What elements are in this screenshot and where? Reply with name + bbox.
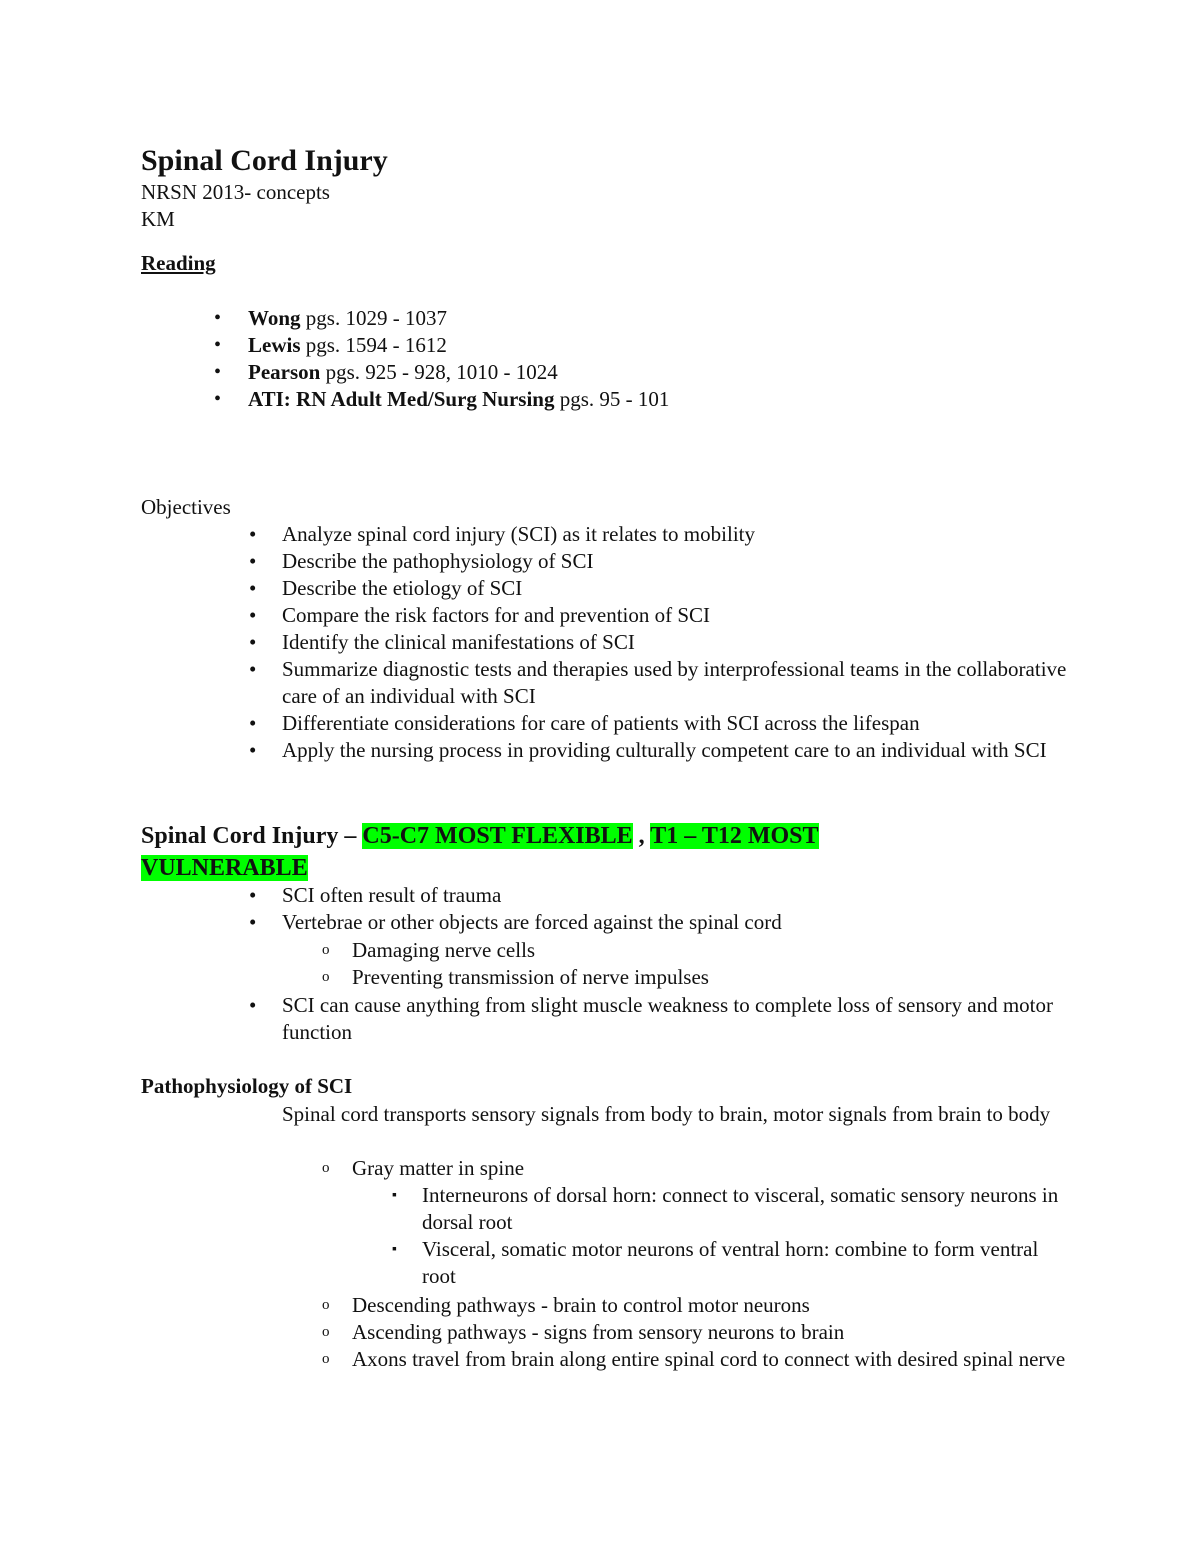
- bullet-marker: •: [214, 361, 222, 383]
- objective-item: • Apply the nursing process in providing culturally competent care to an individual with SCI: [249, 738, 1047, 762]
- course-line: NRSN 2013- concepts: [141, 180, 330, 204]
- objective-item: • Analyze spinal cord injury (SCI) as it relates to mobility: [249, 522, 755, 546]
- reading-item: • Pearson pgs. 925 - 928, 1010 - 1024: [214, 360, 558, 384]
- objective-item: • Identify the clinical manifestations of SCI: [249, 630, 635, 654]
- objective-item: • Differentiate considerations for care of patients with SCI across the lifespan: [249, 711, 920, 735]
- patho-subitem: ▪ Interneurons of dorsal horn: connect to visceral, somatic sensory neurons in dorsal root: [392, 1183, 1059, 1234]
- reading-item: • Wong pgs. 1029 - 1037: [214, 306, 447, 330]
- bullet-marker: •: [214, 388, 222, 410]
- sci-item: • SCI often result of trauma: [249, 883, 502, 907]
- sci-list: [249, 882, 1072, 936]
- highlight-vulnerable: T1 – T12 MOST: [650, 823, 819, 849]
- patho-intro: Spinal cord transports sensory signals from body to brain, motor signals from brain to body: [282, 1102, 1051, 1126]
- document-title: Spinal Cord Injury: [141, 144, 388, 177]
- patho-heading: Pathophysiology of SCI: [141, 1074, 353, 1098]
- patho-item: o Descending pathways - brain to control motor neurons: [322, 1293, 810, 1317]
- sci-list-cont: [249, 992, 1072, 1046]
- objectives-list: [249, 521, 1072, 764]
- objective-item: • Describe the etiology of SCI: [249, 576, 523, 600]
- patho-item: o Ascending pathways - signs from sensory neurons to brain: [322, 1320, 845, 1344]
- patho-sublist: [392, 1182, 1072, 1290]
- sci-sublist: [322, 937, 1072, 991]
- reading-list: [0, 305, 669, 413]
- objective-item: • Describe the pathophysiology of SCI: [249, 549, 594, 573]
- objectives-heading: Objectives: [141, 495, 231, 519]
- objective-item: • Compare the risk factors for and prevention of SCI: [249, 603, 711, 627]
- patho-list: [322, 1155, 1072, 1182]
- patho-subitem: ▪ Visceral, somatic motor neurons of ventral horn: combine to form ventral root: [392, 1237, 1039, 1288]
- reading-item: • ATI: RN Adult Med/Surg Nursing pgs. 95 - 101: [214, 387, 670, 411]
- bullet-marker: •: [214, 334, 222, 356]
- sci-heading: Spinal Cord Injury – C5-C7 MOST FLEXIBLE , T1 – T12 MOST VULNERABLE: [141, 823, 819, 881]
- highlight-vulnerable-cont: VULNERABLE: [141, 855, 308, 881]
- patho-item: o Gray matter in spine: [322, 1156, 525, 1180]
- sci-subitem: o Damaging nerve cells: [322, 938, 536, 962]
- highlight-flexible: C5-C7 MOST FLEXIBLE: [362, 823, 633, 849]
- objective-item: • Summarize diagnostic tests and therapies used by interprofessional teams in the collaborative care of an individual with SCI: [249, 657, 1067, 708]
- sci-subitem: o Preventing transmission of nerve impulses: [322, 965, 709, 989]
- sci-item: • Vertebrae or other objects are forced against the spinal cord: [249, 910, 782, 934]
- reading-item: • Lewis pgs. 1594 - 1612: [214, 333, 447, 357]
- sci-item: • SCI can cause anything from slight muscle weakness to complete loss of sensory and motor function: [249, 993, 1054, 1044]
- bullet-marker: •: [214, 307, 222, 329]
- patho-item: o Axons travel from brain along entire spinal cord to connect with desired spinal nerve: [322, 1347, 1066, 1371]
- patho-list-cont: [322, 1292, 1072, 1373]
- author-line: KM: [141, 207, 175, 231]
- reading-heading: Reading: [141, 251, 216, 275]
